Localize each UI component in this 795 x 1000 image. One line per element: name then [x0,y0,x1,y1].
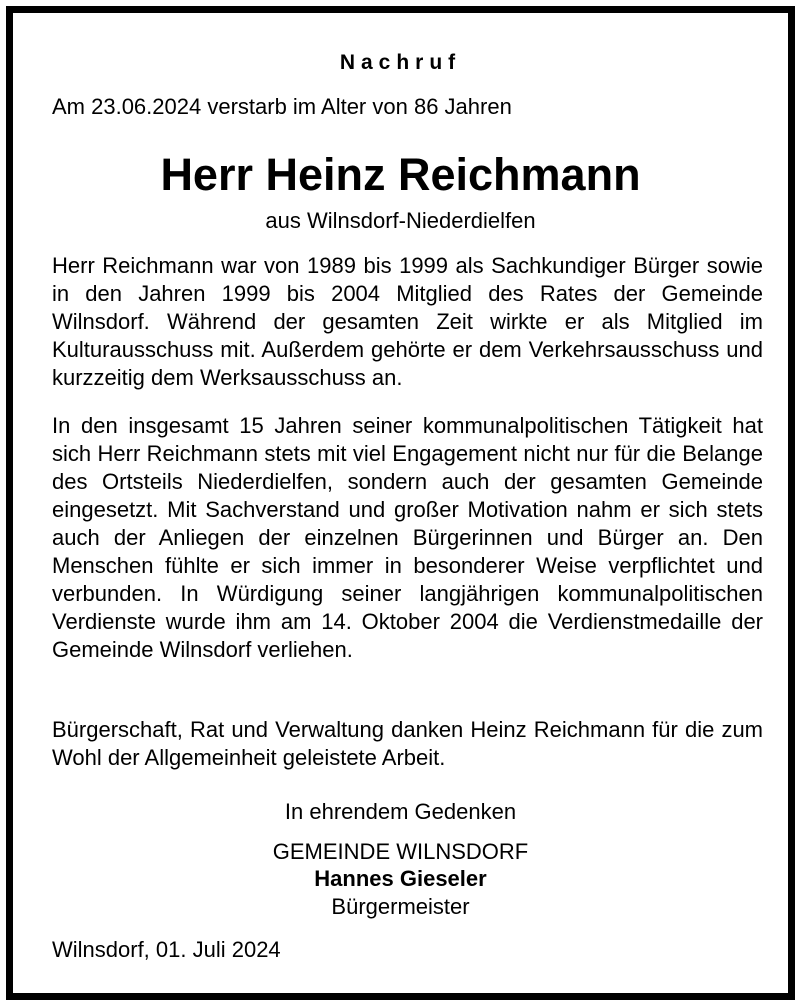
notice-heading: Nachruf [339,51,462,74]
death-intro: Am 23.06.2024 verstarb im Alter von 86 Jahren [52,94,512,119]
organization-name: GEMEINDE WILNSDORF [272,839,529,864]
paragraph-career: Herr Reichmann war von 1989 bis 1999 als Sachkundiger Bürger sowie in den Jahren 1999 bis 2004 Mitglied des Rates der Gemeinde Wilnsdorf. Während der gesamten Zeit wirkte er als Mitglied im Kulturausschuss mit. Außerdem gehörte er dem Verkehrsausschuss und kurzzeitig dem Werksausschuss an. [52,253,763,390]
paragraph-engagement: In den insgesamt 15 Jahren seiner kommunalpolitischen Tätigkeit hat sich Herr Reichmann stets mit viel Engagement nicht nur für die Belange des Ortsteils Niederdielfen, sondern auch der gesamten Gemeinde eingesetzt. Mit Sachverstand und großer Motivation nahm er sich stets auch der Anliegen der einzelnen Bürgerinnen und Bürger an. Den Menschen fühlte er sich immer in besonderer Weise verpflichtet und verbunden. In Würdigung seiner langjährigen kommunalpolitischen Verdienste wurde ihm am 14. Oktober 2004 die Verdienstmedaille der Gemeinde Wilnsdorf verliehen. [52,413,763,662]
deceased-origin: aus Wilnsdorf-Niederdielfen [265,208,536,233]
deceased-name: Herr Heinz Reichmann [160,149,641,200]
place-date: Wilnsdorf, 01. Juli 2024 [52,937,281,962]
paragraph-thanks: Bürgerschaft, Rat und Verwaltung danken Heinz Reichmann für die zum Wohl der Allgemeinheit geleistete Arbeit. [52,717,763,770]
signer-name: Hannes Gieseler [314,866,487,891]
closing-phrase: In ehrendem Gedenken [284,799,517,824]
signer-role: Bürgermeister [331,894,470,919]
obituary-notice [6,6,795,1000]
